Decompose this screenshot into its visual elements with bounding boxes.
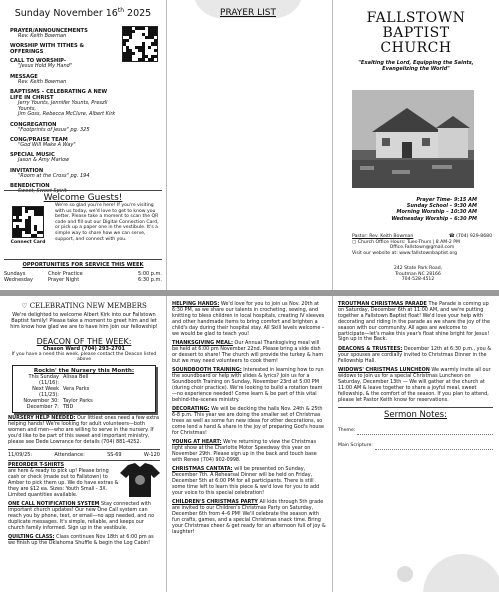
qr-module <box>19 219 22 222</box>
attendance-ss: SS-69 <box>107 452 122 459</box>
heart-icon: ♡ <box>21 302 28 310</box>
announcement-item <box>338 302 493 343</box>
church-address <box>388 266 448 283</box>
service-detail: Jerry Younts, Jennifer Younts, Preszli Younts, <box>18 99 108 112</box>
decorative-circle <box>397 566 413 582</box>
events-list <box>338 302 493 404</box>
nursery-help-title: NURSERY HELP NEEDED: <box>8 415 76 421</box>
service-heading: WORSHIP WITH TITHES & OFFERINGS <box>10 42 85 55</box>
nursery-when: November 30: <box>23 398 59 404</box>
address-line: 704-528-4512 <box>401 277 435 283</box>
nursery-when: Next Week (11/23): <box>32 386 59 398</box>
welcome-title: Welcome Guests! <box>43 193 123 203</box>
qr-module <box>132 30 135 33</box>
members-panel <box>0 296 166 592</box>
office-hours-text: Church Office Hours: Tues-Thurs | 8 AM-2 PM <box>357 239 460 245</box>
announcement-text: will be presented on Sunday, December 7th. A Rehearsal Dinner will be held on Friday, December 5th at 6:00 PM for all participants. There is still some time left to learn this piece & we'd love for you to add your voice to this special celebration! <box>172 466 320 496</box>
address-line: 242 State Park Road, <box>393 266 443 271</box>
announcement-item <box>172 467 327 497</box>
attendance-label: Attendance: <box>54 452 85 459</box>
announcement-title: SOUNDBOOTH TRAINING: <box>172 367 242 374</box>
phone-number[interactable]: ☎ (704) 929-8680 <box>448 234 492 239</box>
deacon-text: If you have a need this week, please contact the Deacon listed above <box>11 351 157 363</box>
office-hours: ▢ Church Office Hours: Tues-Thurs | 8 AM-2 PM <box>352 239 460 245</box>
email[interactable]: Office.Fallstown@gmail.com <box>389 245 455 251</box>
service-detail: Rev. Keith Bowman <box>18 78 67 85</box>
qr-module <box>148 46 151 49</box>
service-heading: BENEDICTION <box>10 182 50 189</box>
tshirt-announcement <box>8 463 120 498</box>
service-heading: INVITATION <box>10 167 44 174</box>
qr-module <box>129 36 132 39</box>
church-motto <box>333 60 499 72</box>
tshirt-title: PREORDER T-SHIRTS <box>8 462 64 469</box>
nursery-title: Rockin' the Nursery this Month: <box>33 368 135 374</box>
qr-module <box>142 58 145 61</box>
church-name-line1: FALLSTOWN BAPTIST <box>366 10 466 41</box>
prayer-list-title: PRAYER LIST <box>220 8 276 18</box>
opportunities-title: OPPORTUNITIES FOR SERVICE THIS WEEK <box>22 262 144 268</box>
announcement-title: THANKSGIVING MEAL: <box>172 339 233 346</box>
announcement-item <box>172 341 327 365</box>
announcement-item <box>172 440 327 464</box>
times-list <box>373 197 499 222</box>
divider <box>8 449 160 450</box>
opportunity-day: Sundays <box>4 271 26 277</box>
service-heading: SPECIAL MUSIC <box>10 152 55 159</box>
opportunity-row <box>4 277 162 283</box>
tshirt-icon <box>120 463 160 497</box>
announcement-title: YOUNG AT HEART: <box>172 439 222 446</box>
service-time: Sunday School – 9:30 AM <box>406 203 477 210</box>
qr-module <box>19 213 22 216</box>
service-heading: CONGREGATION <box>10 121 57 128</box>
deacon-name: Chason Ward (704) 293-2701 <box>43 345 125 352</box>
celebrate-title: CELEBRATING NEW MEMBERS <box>29 302 147 310</box>
qr-code-top[interactable] <box>122 26 158 62</box>
divider <box>338 407 493 408</box>
quilting-announcement <box>8 535 160 547</box>
church-building-illustration <box>352 90 474 188</box>
qr-module <box>129 58 132 61</box>
nursery-who: Taylor Parks <box>63 398 93 404</box>
service-detail: Rev. Keith Bowman <box>18 32 67 39</box>
prayer-list-panel <box>167 0 332 290</box>
pastor-name: Pastor: Rev. Keith Bowman <box>352 234 414 239</box>
attendance-w: W-120 <box>143 452 160 459</box>
celebrate-title-row <box>8 302 160 310</box>
welcome-text: We're so glad you're here! If you're visiting with us today, we'd love to get to know you better. Please take a moment to scan the QR code and fill out our Digital Connection Card, or pick up a paper one in the vestibule. It's a simple way to share how we can serve, support, and connect with you. <box>55 203 159 242</box>
qr-module <box>126 39 129 42</box>
announcement-title: HELPING HANDS: <box>172 301 220 307</box>
opportunity-what: Prayer Night <box>48 277 80 284</box>
order-of-service <box>10 24 118 195</box>
church-name <box>333 11 499 56</box>
service-detail: Jason & Amy Marlow <box>18 157 70 164</box>
announcement-text: Interested in learning how to run the soundboard or help with slides & lyrics? Join us for a Soundbooth Training on Sunday, November 23rd at 5:00 PM (during choir practice). We're looking to build a rotation team—no experience needed! Come learn & be part of this vital behind-the-scenes ministry. <box>172 367 324 403</box>
qr-caption: Connect Card <box>10 240 46 245</box>
announcement-text: We'd love for you to join us Nov. 20th at 6:30 PM, as we share our talents in crocheting, sewing, and knitting to bless children in local hospitals, creating IV sleeves and other handmade items to bring comfort and brighten a child's day during their hospital stay. All Skill levels welcome – we would be glad to teach you! <box>172 301 325 337</box>
service-time: Wednesday Worship – 6:30 PM <box>391 215 477 222</box>
qr-module <box>40 213 43 216</box>
scripture-blank <box>375 443 493 450</box>
notification-announcement <box>8 502 160 532</box>
nursery-when: December 7: <box>26 404 59 410</box>
deacon-title: DEACON OF THE WEEK: <box>36 336 132 346</box>
notify-title: ONE CALL NOTIFICATION SYSTEM <box>8 501 100 508</box>
announcement-text: We're returning to view the Christmas light show at the Charlotte Motor Speedway this year on November 29th. Please sign up in the back and touch base with Renee (704) 902-0998. <box>172 439 317 463</box>
announcement-item <box>338 347 493 365</box>
nursery-who: Vera Parks <box>63 386 90 392</box>
attendance-row <box>8 452 160 458</box>
date-suffix: th <box>117 7 125 14</box>
nursery-who: TBD <box>63 404 74 410</box>
qr-module <box>154 33 157 36</box>
qr-module <box>34 234 37 237</box>
nursery-when: This Sunday (11/16): <box>28 374 59 386</box>
service-detail: "Jesus Hold My Hand" <box>18 63 73 70</box>
service-time: Morning Worship – 10:30 AM <box>396 209 477 216</box>
sermon-notes-title: Sermon Notes: <box>384 410 447 420</box>
qr-module <box>19 234 22 237</box>
nursery-row <box>17 386 151 398</box>
contact-info <box>352 234 492 256</box>
announcement-title: CHILDREN'S CHRISTMAS PARTY <box>172 499 258 506</box>
opportunity-what: Choir Practice <box>48 271 83 277</box>
announcement-item <box>172 407 327 437</box>
motto-line2: Evangelizing the World" <box>382 66 450 73</box>
service-date <box>0 7 166 19</box>
announcement-text: The Parade is coming up on Saturday, December 6th at 11:00 AM, and we're putting together a Fallstown Baptist float! We'd love your help with decorating and riding in the parade as we share the joy of the season with our community. All ages are welcome to participate—let's make this year's float shine bright for Jesus! Sign up in the Back. <box>338 301 491 343</box>
phone-text: (704) 929-8680 <box>456 234 492 239</box>
events-and-notes-panel <box>333 296 499 592</box>
divider <box>4 259 162 260</box>
nursery-who: Alissa Bell <box>63 374 89 380</box>
website[interactable]: Visit our website at: www.fallstownbaptist.org <box>352 250 458 256</box>
nursery-help-text: Our littlest ones need a few extra helping hands! We're looking for adult volunteers—both women and men—who are willing to serve in the nursery. If you'd like to be part of this sweet and important ministry, please see Dede Lowrance for details (704) 881-4252. <box>8 415 160 445</box>
announcement-text: Our Annual Thanksgiving meal will be held at 6:00 pm November 22nd. Please bring a side dish or dessert to share! The church will provide the turkey & ham but we may need volunteers to cook them! <box>172 339 324 364</box>
order-of-service-panel <box>0 0 166 290</box>
service-heading: BAPTISMS – CELEBRATING A NEW LIFE IN CHRIST <box>10 88 108 101</box>
nursery-row <box>17 374 151 386</box>
service-heading: PRAYER/ANNOUNCEMENTS <box>10 27 88 34</box>
qr-module <box>154 49 157 52</box>
theme-label: Theme: <box>338 428 356 433</box>
announcement-title: DEACONS & TRUSTEES: <box>338 345 403 352</box>
church-photo <box>352 90 474 188</box>
announcement-text: All kids through 5th grade are invited to our Children's Christmas Party on Saturday, December 6th from 4–6 PM! We'll celebrate the season with fun crafts, games, and a special Christmas snack time. Bring your Christmas cheer & get ready for an afternoon full of joy & laughter! <box>172 499 326 535</box>
nursery-help <box>8 416 160 446</box>
tshirt-text: are here & ready to pick up! Please bring cash or check (made out to Fallstown) to Amber to pick them up. We do have extras & they are $12 ea. Sizes: Youth Small - 3X. Limited quantities available. <box>8 468 119 498</box>
quilting-title: QUILTING CLASS: <box>8 534 55 541</box>
qr-module <box>151 58 154 61</box>
address-line: Troutman NC 28166 <box>395 271 441 277</box>
announcement-title: TROUTMAN CHRISTMAS PARADE <box>338 301 427 307</box>
date-year: 2025 <box>127 8 152 20</box>
divider <box>4 190 162 191</box>
qr-module <box>25 210 28 213</box>
announcement-item <box>172 302 327 337</box>
service-detail: "Room at the Cross" pg. 194 <box>18 172 90 179</box>
decorative-circle <box>423 554 499 592</box>
service-times <box>333 197 499 222</box>
service-heading: MESSAGE <box>10 73 38 80</box>
quilting-text: Class continues Nov 18th at 6:00 pm as we finish up the Oklahoma Shuffle & begin the Log Cabin! <box>8 534 154 547</box>
opportunity-day: Wednesday <box>4 277 33 284</box>
qr-module <box>154 42 157 45</box>
qr-module <box>132 52 135 55</box>
connect-card-qr[interactable] <box>12 206 44 238</box>
announcement-item <box>172 368 327 403</box>
scripture-line[interactable] <box>338 443 493 450</box>
nursery-schedule-box <box>12 365 156 413</box>
opportunities-list <box>4 271 162 283</box>
motto-line1: "Exalting the Lord, Equipping the Saints, <box>358 60 474 66</box>
theme-blank <box>357 428 493 435</box>
announcement-item <box>172 500 327 535</box>
scripture-label: Main Scripture: <box>338 443 373 448</box>
service-detail: "God Will Make A Way" <box>18 142 76 149</box>
qr-module <box>142 27 145 30</box>
theme-line[interactable] <box>338 428 493 435</box>
service-time: Prayer Time- 9:15 AM <box>416 197 477 203</box>
qr-module <box>154 55 157 58</box>
opportunity-time: 6:30 p.m. <box>137 277 162 284</box>
nursery-list <box>17 374 151 410</box>
service-detail: "Footprints of Jesus" pg. 325 <box>18 126 90 133</box>
nursery-row <box>17 404 151 410</box>
bulletin-back-sheet <box>0 296 499 592</box>
service-heading: CALL TO WORSHIP- <box>10 58 66 65</box>
divider <box>8 460 160 461</box>
date-text: Sunday November 16 <box>14 8 118 20</box>
announcement-title: WIDOWS' CHRISTMAS LUNCHEON <box>338 367 430 374</box>
service-detail: Jim Goss, Rebecca McClure, Albert Kirk <box>18 111 116 118</box>
celebrate-text: We're delighted to welcome Albert Kirk into our Fallstown Baptist family! Please take a moment to greet him and let him know how glad we are to have him join our fellowship! <box>10 312 158 331</box>
announcements-panel <box>167 296 332 592</box>
attendance-date: 11/09/25: <box>8 452 33 459</box>
church-name-line2: CHURCH <box>380 40 452 56</box>
notify-text: Stay connected with important church updates! Our new One Call system can reach you by phone, text, or email—no app needed, and no duplicate messages. It's simple, reliable, and keeps our church family informed. Sign up in the vestibule. <box>8 501 155 531</box>
service-heading: CONG/PRAISE TEAM <box>10 137 68 144</box>
announcement-title: DECORATING: <box>172 406 210 412</box>
announcement-text: We warmly invite all our widows to join us for a special Christmas Luncheon on Saturday, December 13th — We will gather at the church at 11:00 AM & leave together to share a joyful meal, sweet fellowship, & the comfort of the season. If you plan to attend, please let Pastor Keith know for reservations. <box>338 367 491 403</box>
bulletin-front-sheet <box>0 0 499 290</box>
announcement-item <box>338 368 493 403</box>
announcement-title: CHRISTMAS CANTATA: <box>172 466 233 473</box>
announcement-text: We will be decking the halls Nov. 24th & 25th 6-8 p.m. This year we are doing the smaller set of Christmas trees as well as some fun new ideas for other decorations, so come lend a hand & share in the joy of preparing God's house for Christmas! <box>172 406 325 436</box>
qr-module <box>40 231 43 234</box>
opportunity-time: 5:00 p.m. <box>137 271 162 277</box>
announcement-text: December 12th at 6:30 p.m., you & your spouses are cordially invited to Christmas Dinner in the Fellowship Hall. <box>338 345 492 364</box>
